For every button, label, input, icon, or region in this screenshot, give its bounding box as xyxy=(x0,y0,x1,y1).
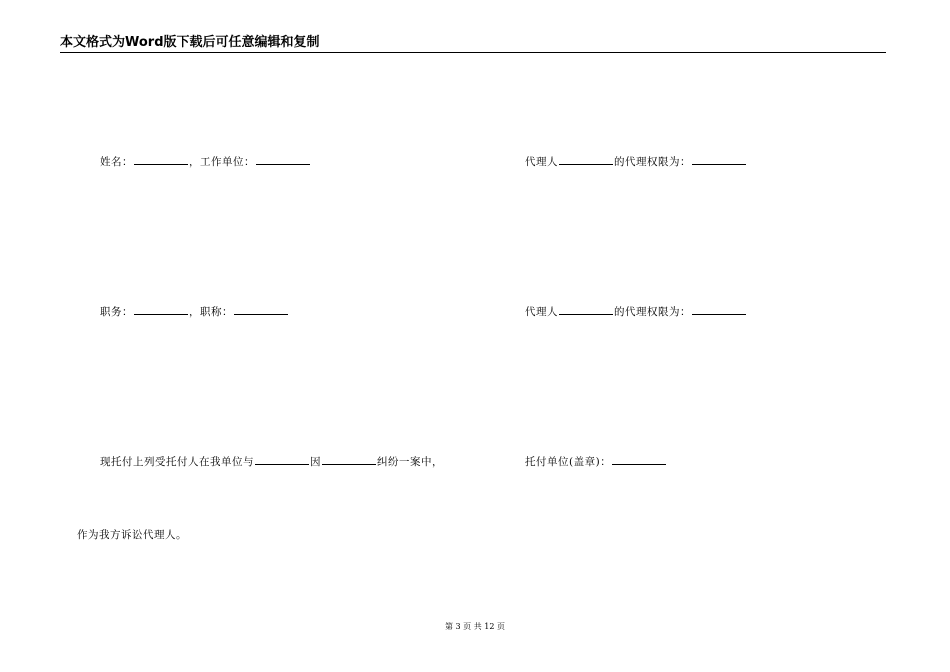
authority-label: 的代理权限为： xyxy=(614,156,691,168)
header-title: 本文格式为Word版下载后可任意编辑和复制 xyxy=(60,35,320,50)
title-blank[interactable] xyxy=(234,304,288,315)
name-blank[interactable] xyxy=(134,154,188,165)
entrust-text: 现托付上列受托付人在我单位与 xyxy=(100,456,254,468)
page-header xyxy=(60,36,886,53)
authority-label: 的代理权限为： xyxy=(614,306,691,318)
entrusting-unit-blank[interactable] xyxy=(612,454,666,465)
entrusting-unit-label: 托付单位(盖章)： xyxy=(525,456,612,468)
dispute-text: 纠纷一案中， xyxy=(377,456,443,468)
party-blank[interactable] xyxy=(255,454,309,465)
agent-blank[interactable] xyxy=(559,154,613,165)
authority-blank[interactable] xyxy=(692,304,746,315)
position-title-line xyxy=(100,304,289,318)
entrust-line xyxy=(100,454,443,468)
page-footer xyxy=(0,622,950,632)
agent-authority-line-2 xyxy=(525,304,747,318)
page-number: 第 3 页 共 12 页 xyxy=(445,622,505,631)
cause-label: 因 xyxy=(310,456,321,468)
agent-blank[interactable] xyxy=(559,304,613,315)
name-workunit-line xyxy=(100,154,311,168)
workunit-blank[interactable] xyxy=(256,154,310,165)
position-blank[interactable] xyxy=(134,304,188,315)
authority-blank[interactable] xyxy=(692,154,746,165)
agent-authority-line-1 xyxy=(525,154,747,168)
agent-statement-text: 作为我方诉讼代理人。 xyxy=(77,529,187,541)
workunit-label: ，工作单位： xyxy=(189,156,255,168)
position-label: 职务： xyxy=(100,306,133,318)
agent-label: 代理人 xyxy=(525,156,558,168)
title-label: ，职称： xyxy=(189,306,233,318)
cause-blank[interactable] xyxy=(322,454,376,465)
entrusting-unit-line xyxy=(525,454,667,468)
agent-label: 代理人 xyxy=(525,306,558,318)
agent-statement-line xyxy=(77,529,187,541)
name-label: 姓名： xyxy=(100,156,133,168)
